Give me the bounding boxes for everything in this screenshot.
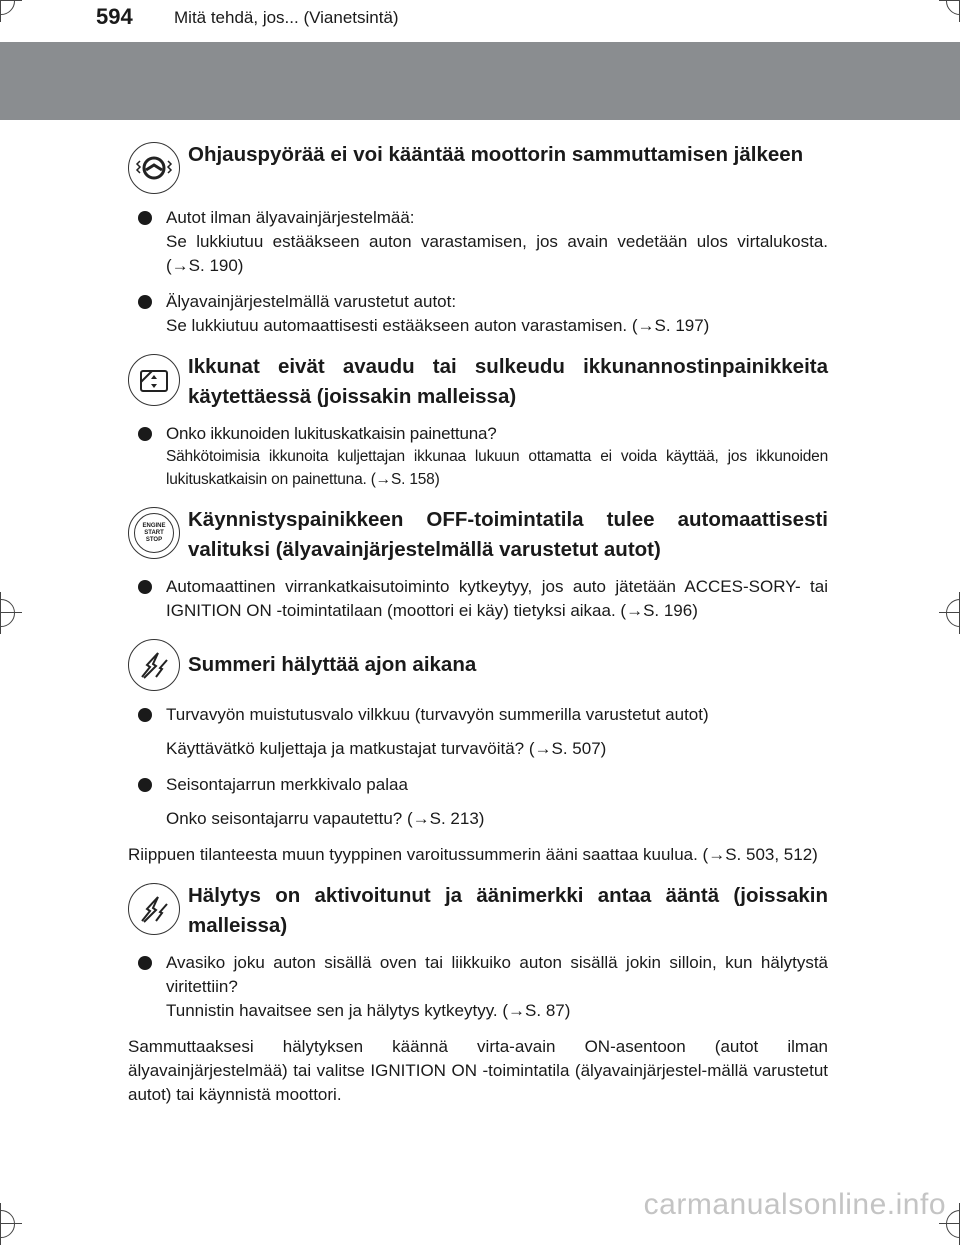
section-buzzer xyxy=(128,637,828,867)
page-content xyxy=(128,140,828,1121)
list-item: Automaattinen virrankatkaisutoiminto kytkeytyy, jos auto jätetään ACCES-SORY- tai IGNITION ON -toimintatilaan (moottori ei käy) tietyksi aikaa. (→S. 196) xyxy=(128,575,828,623)
crop-mark-bottom-right xyxy=(946,1210,960,1238)
watermark: carmanualsonline.info xyxy=(643,1188,946,1221)
list-item: Turvavyön muistutusvalo vilkkuu (turvavyön summerilla varustetut autot) Käyttävätkö kuljettaja ja matkustajat turvavöitä? (→S. 507) xyxy=(128,703,828,761)
list-item: Autot ilman älyavainjärjestelmää: Se lukkiutuu estääkseen auton varastamisen, jos avain vedetään ulos virtalukosta. (→S. 190) xyxy=(128,206,828,278)
running-title: Mitä tehdä, jos... (Vianetsintä) xyxy=(174,8,399,27)
section-alarm xyxy=(128,881,828,1107)
section-auto-off xyxy=(128,505,828,623)
steering-lock-icon xyxy=(128,142,180,194)
crop-mark-bottom-left xyxy=(0,1210,15,1238)
window-switch-icon xyxy=(128,354,180,406)
crop-mark-mid-right xyxy=(946,599,960,627)
list-item: Onko ikkunoiden lukituskatkaisin painettuna? Sähkötoimisia ikkunoita kuljettajan ikkunaa lukuun ottamatta ei voida käyttää, jos ikkunoiden lukituskatkaisin on painettuna. (→S. 158) xyxy=(128,422,828,491)
engine-start-button-icon: ENGINE START STOP xyxy=(128,507,180,559)
list-item: Seisontajarrun merkkivalo palaa Onko seisontajarru vapautettu? (→S. 213) xyxy=(128,773,828,831)
section-steering-lock xyxy=(128,140,828,338)
crop-mark-mid-left xyxy=(0,599,15,627)
section-title: Ikkunat eivät avaudu tai sulkeudu ikkunannostinpainikkeita käytettäessä (joissakin malleissa) xyxy=(188,355,828,408)
section-title: Käynnistyspainikkeen OFF-toimintatila tulee automaattisesti valituksi (älyavainjärjestelmällä varustetut autot) xyxy=(188,508,828,561)
alarm-icon xyxy=(128,883,180,935)
page-number: 594 xyxy=(96,4,133,29)
section-title: Summeri hälyttää ajon aikana xyxy=(188,653,477,676)
header-band xyxy=(0,42,960,120)
section-title: Hälytys on aktivoitunut ja äänimerkki antaa ääntä (joissakin malleissa) xyxy=(188,884,828,937)
section-paragraph: Riippuen tilanteesta muun tyyppinen varoitussummerin ääni saattaa kuulua. (→S. 503, 512) xyxy=(128,845,818,864)
buzzer-icon xyxy=(128,639,180,691)
list-item: Älyavainjärjestelmällä varustetut autot: Se lukkiutuu automaattisesti estääkseen auton varastamisen. (→S. 197) xyxy=(128,290,828,338)
section-paragraph: Sammuttaaksesi hälytyksen käännä virta-avain ON-asentoon (autot ilman älyavainjärjestelmää) tai valitse IGNITION ON -toimintatila (älyavainjärjestel-mällä varustetut autot) tai käynnistä moottori. xyxy=(128,1037,828,1104)
list-item: Avasiko joku auton sisällä oven tai liikkuiko auton sisällä jokin silloin, kun hälytystä viritettiin? Tunnistin havaitsee sen ja hälytys kytkeytyy. (→S. 87) xyxy=(128,951,828,1023)
section-title: Ohjauspyörää ei voi kääntää moottorin sammuttamisen jälkeen xyxy=(188,143,804,166)
section-power-windows xyxy=(128,352,828,491)
page-header xyxy=(0,0,960,42)
